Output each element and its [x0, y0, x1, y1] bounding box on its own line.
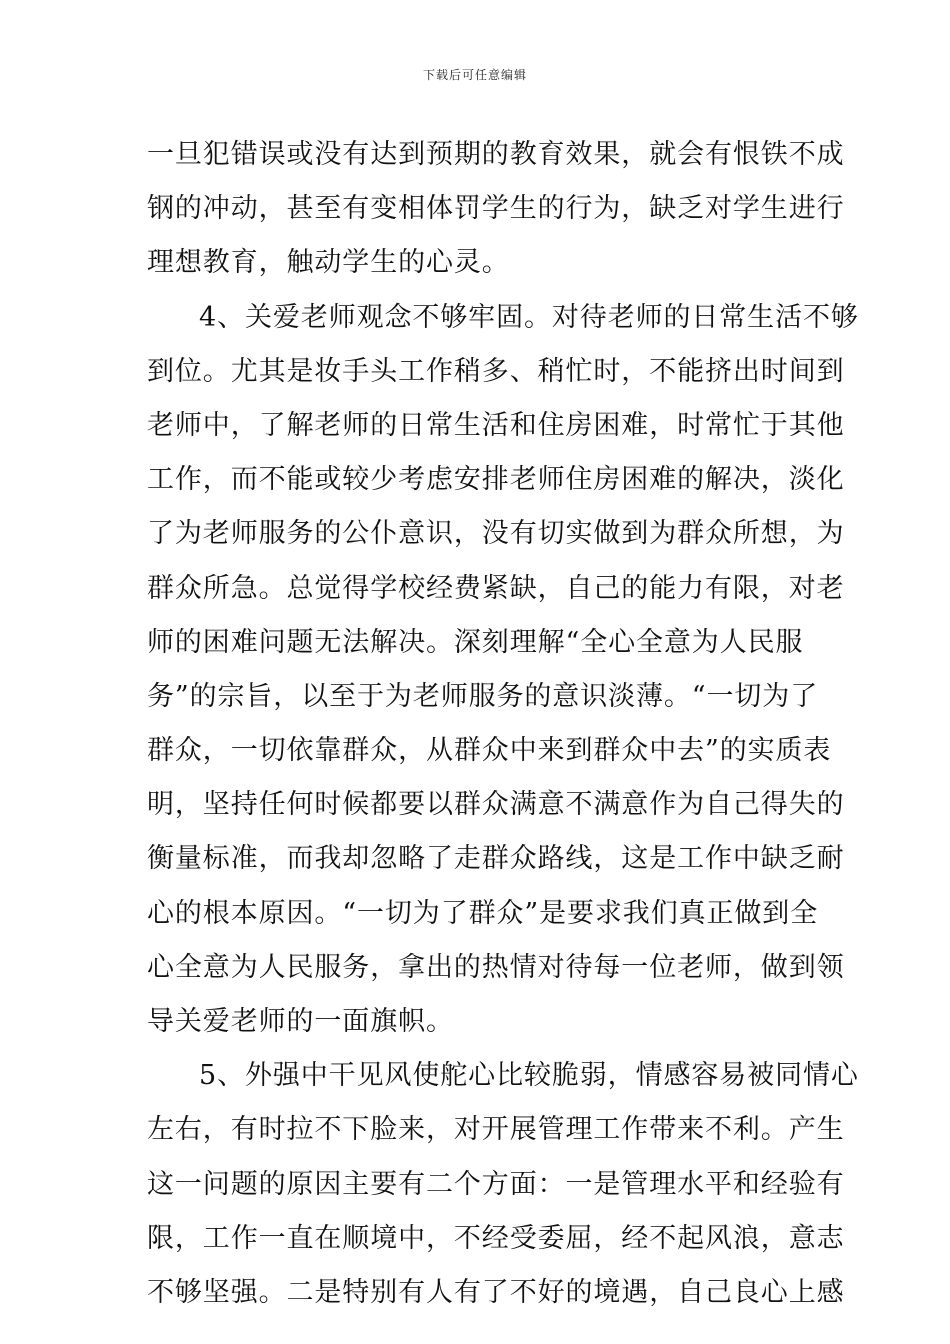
- text-line: 左右，有时拉不下脸来，对开展管理工作带来不利。产生: [147, 1114, 845, 1146]
- text-line: 限，工作一直在顺境中，不经受委屈，经不起风浪，意志: [147, 1222, 845, 1254]
- text-line: 心的根本原因。“一切为了群众”是要求我们真正做到全: [147, 897, 819, 929]
- paragraph-5-first-line: 5、外强中干见风使舵心比较脆弱，情感容易被同情心: [199, 1060, 859, 1092]
- text-line: 钢的冲动，甚至有变相体罚学生的行为，缺乏对学生进行: [147, 193, 845, 225]
- text-line: 师的困难问题无法解决。深刻理解“全心全意为人民服: [147, 626, 804, 658]
- text-line: 衡量标准，而我却忽略了走群众路线，这是工作中缺乏耐: [147, 843, 845, 875]
- text-line: 到位。尤其是妆手头工作稍多、稍忙时，不能挤出时间到: [147, 355, 845, 387]
- text-line: 老师中，了解老师的日常生活和住房困难，时常忙于其他: [147, 409, 845, 441]
- paragraph-4-first-line: 4、关爱老师观念不够牢固。对待老师的日常生活不够: [199, 301, 859, 333]
- text-line: 心全意为人民服务，拿出的热情对待每一位老师，做到领: [147, 951, 845, 983]
- text-line: 一旦犯错误或没有达到预期的教育效果，就会有恨铁不成: [147, 139, 845, 170]
- body-text: [147, 128, 859, 1320]
- text-line: 这一问题的原因主要有二个方面：一是管理水平和经验有: [147, 1168, 845, 1200]
- text-line: 群众，一切依靠群众，从群众中来到群众中去”的实质表: [147, 735, 832, 767]
- text-line: 工作，而不能或较少考虑安排老师住房困难的解决，淡化: [147, 464, 845, 496]
- text-line: 群众所急。总觉得学校经费紧缺，自己的能力有限，对老: [147, 572, 845, 604]
- text-line: 导关爱老师的一面旗帜。: [147, 1006, 454, 1037]
- text-line: 明，坚持任何时候都要以群众满意不满意作为自己得失的: [147, 789, 845, 821]
- text-line: 了为老师服务的公仆意识，没有切实做到为群众所想，为: [147, 518, 845, 550]
- text-line: 不够坚强。二是特别有人有了不好的境遇，自己良心上感: [147, 1276, 845, 1308]
- text-line: 理想教育，触动学生的心灵。: [147, 247, 510, 279]
- page-header-note: 下载后可任意编辑: [422, 68, 527, 82]
- text-line: 务”的宗旨，以至于为老师服务的意识淡薄。“一切为了: [147, 680, 819, 712]
